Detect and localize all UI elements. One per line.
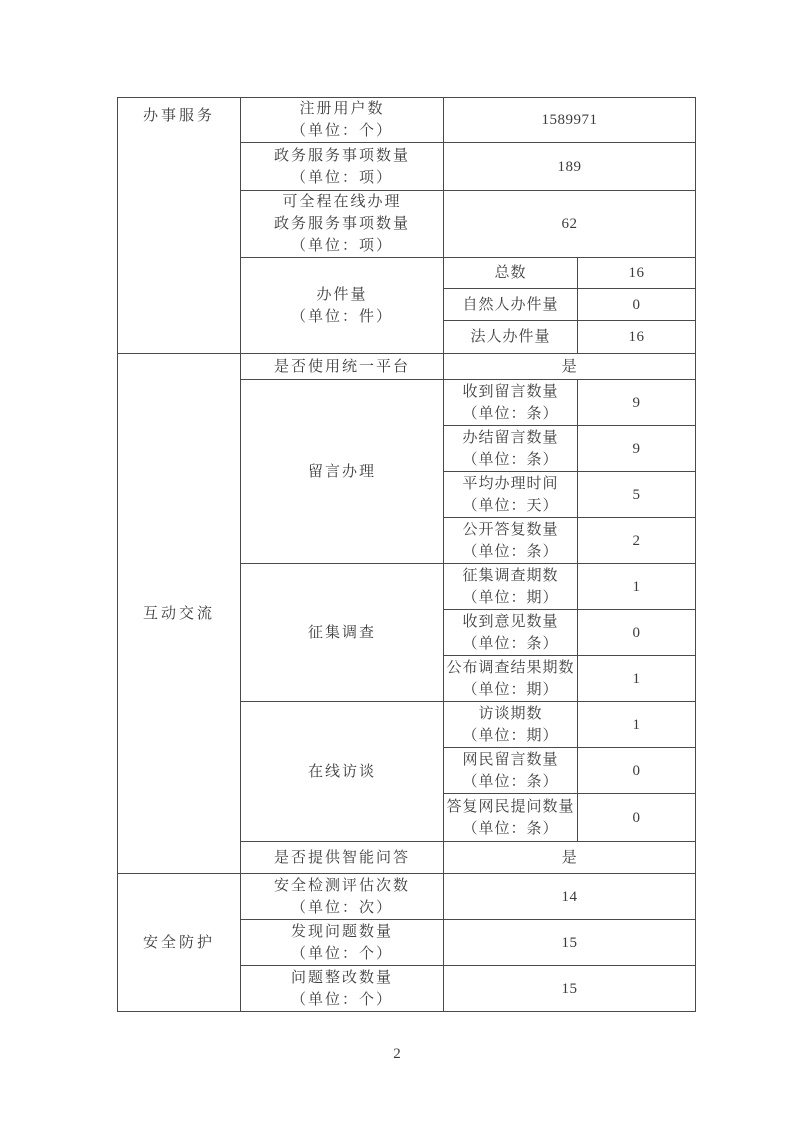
sub-item-value-cell: 1 <box>578 564 696 610</box>
category-label: 互动交流 <box>142 605 215 622</box>
category-cell <box>118 354 241 874</box>
item-unit-line: （单位：项） <box>290 169 393 186</box>
sub-item-value-cell: 9 <box>578 380 696 426</box>
report-table <box>117 97 696 1012</box>
sub-item-value-cell: 16 <box>578 321 696 354</box>
item-unit-line: （单位：个） <box>290 123 393 139</box>
item-label-cell <box>241 98 444 143</box>
item-label-cell: 是否提供智能问答 <box>241 842 444 874</box>
sub-item-label-line: 访谈期数 <box>478 705 543 722</box>
category-cell <box>118 98 241 354</box>
item-value-cell: 14 <box>444 874 696 920</box>
category-label: 安全防护 <box>142 934 215 951</box>
sub-item-label-line: 平均办理时间 <box>462 475 559 492</box>
sub-item-label-line: 公开答复数量 <box>462 521 559 538</box>
item-label-line: 问题整改数量 <box>290 969 393 986</box>
sub-item-label-cell <box>444 518 578 564</box>
sub-item-value-cell: 2 <box>578 518 696 564</box>
sub-item-unit-line: （单位：条） <box>462 635 559 652</box>
group-label: 办件量 <box>316 286 368 303</box>
item-label-line: 可全程在线办理 <box>282 194 402 210</box>
group-cell: 在线访谈 <box>241 702 444 842</box>
item-value-cell: 15 <box>444 920 696 966</box>
sub-item-label-cell <box>444 794 578 842</box>
item-label-line: 政务服务事项数量 <box>273 216 410 232</box>
sub-item-value-cell: 0 <box>578 289 696 321</box>
sub-item-label-cell <box>444 380 578 426</box>
sub-item-value-cell: 0 <box>578 610 696 656</box>
sub-item-unit-line: （单位：期） <box>462 681 559 698</box>
sub-item-label-cell <box>444 564 578 610</box>
group-cell: 征集调查 <box>241 564 444 702</box>
sub-item-unit-line: （单位：天） <box>462 497 559 514</box>
group-cell <box>241 258 444 354</box>
category-cell <box>118 874 241 1012</box>
item-label-cell <box>241 874 444 920</box>
sub-item-label-line: 征集调查期数 <box>462 567 559 584</box>
group-unit-line: （单位：件） <box>290 308 393 325</box>
item-unit-line: （单位：项） <box>290 238 393 254</box>
sub-item-label-cell <box>444 748 578 794</box>
sub-item-label-line: 公布调查结果期数 <box>446 659 575 676</box>
item-value-cell: 1589971 <box>444 98 696 143</box>
sub-item-label-line: 答复网民提问数量 <box>446 798 575 815</box>
category-label: 办事服务 <box>142 108 215 124</box>
sub-item-value-cell: 1 <box>578 702 696 748</box>
item-label-cell <box>241 143 444 191</box>
sub-item-label-cell <box>444 426 578 472</box>
item-label-cell <box>241 920 444 966</box>
sub-item-label-cell: 法人办件量 <box>444 321 578 354</box>
group-cell: 留言办理 <box>241 380 444 564</box>
sub-item-label-cell: 总数 <box>444 258 578 289</box>
item-value-cell: 15 <box>444 966 696 1012</box>
sub-item-unit-line: （单位：条） <box>462 773 559 790</box>
sub-item-unit-line: （单位：条） <box>462 405 559 422</box>
sub-item-unit-line: （单位：条） <box>462 820 559 837</box>
sub-item-unit-line: （单位：条） <box>462 451 559 468</box>
item-unit-line: （单位：个） <box>290 945 393 962</box>
item-value-cell: 是 <box>444 842 696 874</box>
sub-item-value-cell: 0 <box>578 748 696 794</box>
item-value-cell: 189 <box>444 143 696 191</box>
sub-item-label-cell: 自然人办件量 <box>444 289 578 321</box>
sub-item-label-line: 收到意见数量 <box>462 613 559 630</box>
item-label-cell: 是否使用统一平台 <box>241 354 444 380</box>
item-label-line: 注册用户数 <box>299 101 385 117</box>
sub-item-label-line: 办结留言数量 <box>462 429 559 446</box>
item-value-cell: 62 <box>444 191 696 258</box>
sub-item-label-cell <box>444 656 578 702</box>
sub-item-label-cell <box>444 610 578 656</box>
item-label-cell <box>241 966 444 1012</box>
item-unit-line: （单位：个） <box>290 991 393 1008</box>
item-label-line: 发现问题数量 <box>290 923 393 940</box>
item-unit-line: （单位：次） <box>290 899 393 916</box>
sub-item-label-cell <box>444 472 578 518</box>
sub-item-unit-line: （单位：条） <box>462 543 559 560</box>
sub-item-unit-line: （单位：期） <box>462 589 559 606</box>
item-label-cell <box>241 191 444 258</box>
sub-item-value-cell: 1 <box>578 656 696 702</box>
item-label-line: 政务服务事项数量 <box>273 147 410 164</box>
sub-item-unit-line: （单位：期） <box>462 727 559 744</box>
sub-item-value-cell: 16 <box>578 258 696 289</box>
sub-item-value-cell: 0 <box>578 794 696 842</box>
sub-item-value-cell: 9 <box>578 426 696 472</box>
sub-item-label-line: 网民留言数量 <box>462 751 559 768</box>
sub-item-label-cell <box>444 702 578 748</box>
item-label-line: 安全检测评估次数 <box>273 877 410 894</box>
item-value-cell: 是 <box>444 354 696 380</box>
sub-item-label-line: 收到留言数量 <box>462 383 559 400</box>
sub-item-value-cell: 5 <box>578 472 696 518</box>
page-number: 2 <box>393 1046 401 1062</box>
